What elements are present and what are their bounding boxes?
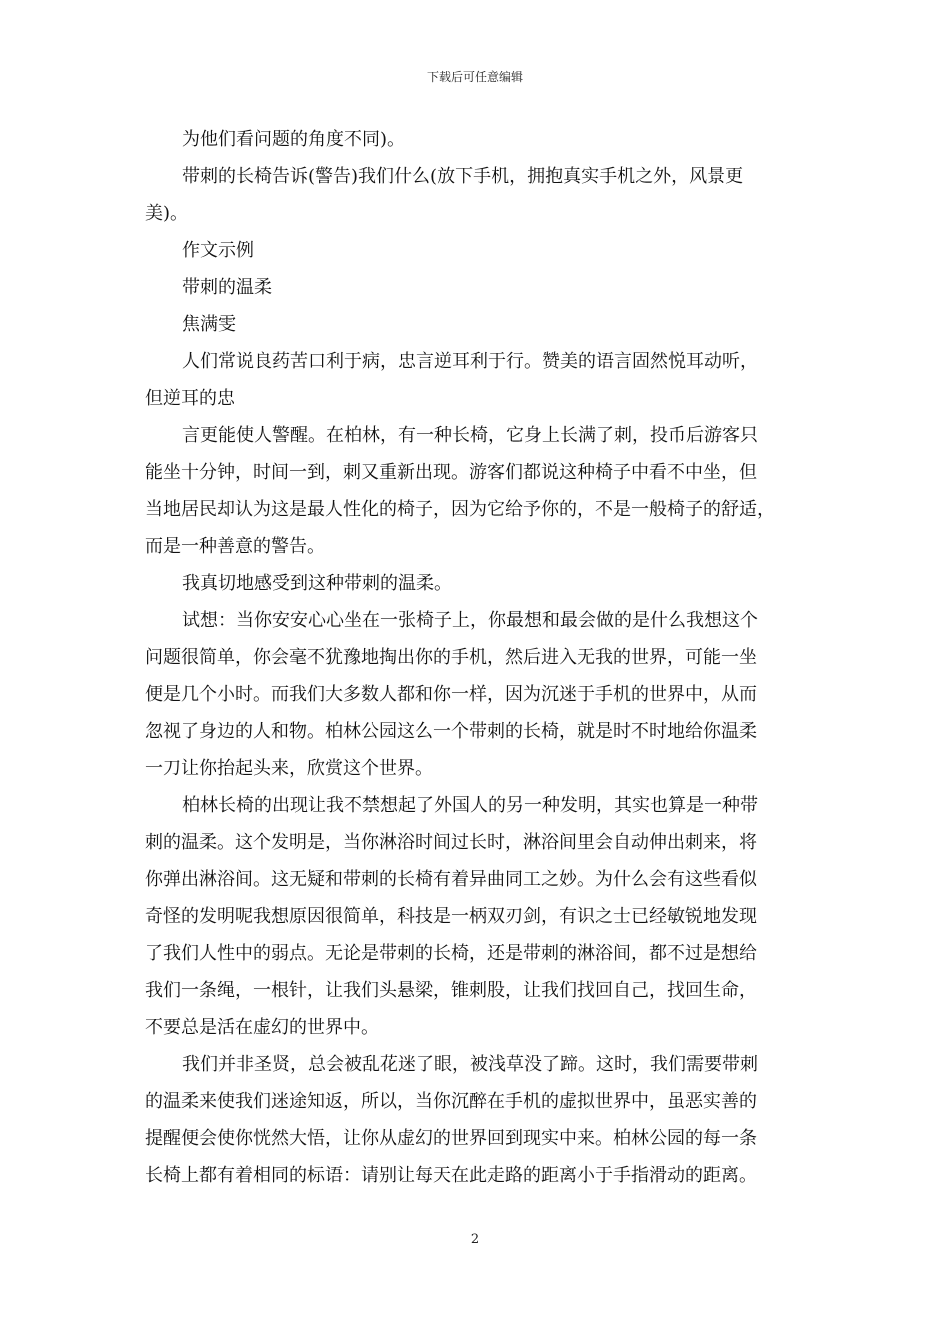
text-line: 提醒便会使你恍然大悟，让你从虚幻的世界回到现实中来。柏林公园的每一条 (145, 1128, 757, 1149)
text-line: 当地居民却认为这是最人性化的椅子，因为它给予你的，不是一般椅子的舒适， (145, 499, 775, 520)
text-line: 便是几个小时。而我们大多数人都和你一样，因为沉迷于手机的世界中，从而 (145, 684, 757, 705)
page-number: 2 (470, 1232, 480, 1247)
text-line: 而是一种善意的警告。 (145, 536, 325, 557)
text-line: 忽视了身边的人和物。柏林公园这么一个带刺的长椅，就是时不时地给你温柔 (145, 721, 757, 742)
essay-title: 带刺的温柔 (182, 277, 272, 298)
text-line: 长椅上都有着相同的标语：请别让每天在此走路的距离小于手指滑动的距离。 (145, 1165, 757, 1186)
text-line: 问题很简单，你会毫不犹豫地掏出你的手机，然后进入无我的世界，可能一坐 (145, 647, 757, 668)
text-line: 言更能使人警醒。在柏林，有一种长椅，它身上长满了刺，投币后游客只 (182, 425, 758, 446)
text-line: 试想：当你安安心心坐在一张椅子上，你最想和最会做的是什么我想这个 (182, 610, 758, 631)
text-line: 柏林长椅的出现让我不禁想起了外国人的另一种发明，其实也算是一种带 (182, 795, 758, 816)
text-line: 为他们看问题的角度不同)。 (182, 129, 406, 150)
text-line: 我真切地感受到这种带刺的温柔。 (182, 573, 452, 594)
text-line: 不要总是活在虚幻的世界中。 (145, 1017, 379, 1038)
text-line: 但逆耳的忠 (145, 388, 235, 409)
text-line: 能坐十分钟，时间一到，刺又重新出现。游客们都说这种椅子中看不中坐，但 (145, 462, 757, 483)
text-line: 我们一条绳，一根针，让我们头悬梁，锥刺股，让我们找回自己，找回生命， (145, 980, 757, 1001)
text-line: 奇怪的发明呢我想原因很简单，科技是一柄双刃剑，有识之士已经敏锐地发现 (145, 906, 757, 927)
text-line: 一刀让你抬起头来，欣赏这个世界。 (145, 758, 433, 779)
text-line: 你弹出淋浴间。这无疑和带刺的长椅有着异曲同工之妙。为什么会有这些看似 (145, 869, 757, 890)
page-header: 下载后可任意编辑 (426, 70, 523, 84)
text-line: 人们常说良药苦口利于病，忠言逆耳利于行。赞美的语言固然悦耳动听， (182, 351, 758, 372)
text-line: 刺的温柔。这个发明是，当你淋浴时间过长时，淋浴间里会自动伸出刺来，将 (145, 832, 757, 853)
text-line: 了我们人性中的弱点。无论是带刺的长椅，还是带刺的淋浴间，都不过是想给 (145, 943, 757, 964)
text-line: 作文示例 (182, 240, 254, 261)
text-line: 带刺的长椅告诉(警告)我们什么(放下手机，拥抱真实手机之外，风景更 (182, 166, 744, 187)
text-line: 的温柔来使我们迷途知返，所以，当你沉醉在手机的虚拟世界中，虽恶实善的 (145, 1091, 757, 1112)
text-line: 美)。 (145, 203, 189, 224)
essay-author: 焦满雯 (182, 314, 236, 335)
text-line: 我们并非圣贤，总会被乱花迷了眼，被浅草没了蹄。这时，我们需要带刺 (182, 1054, 758, 1075)
